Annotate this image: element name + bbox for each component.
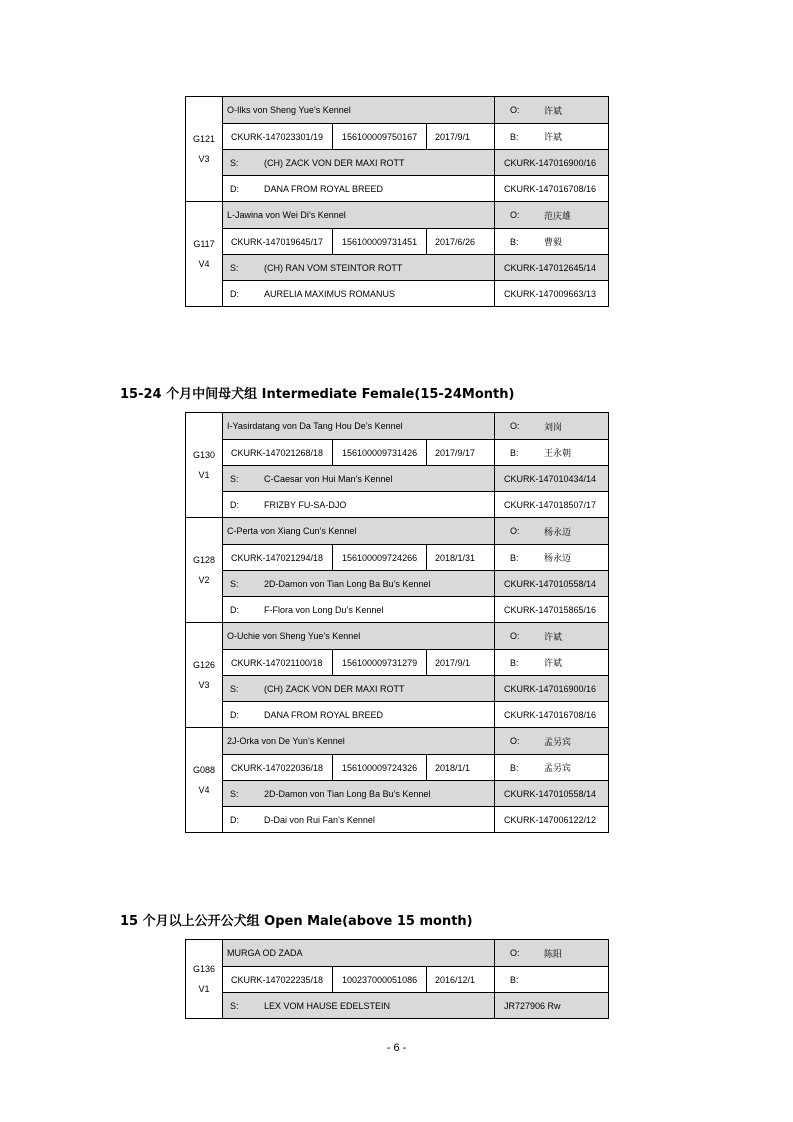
registration-row [223,228,608,254]
registration-number: CKURK-147022036/18 [223,755,333,780]
owner-label: O: [510,210,520,220]
sire-name: C-Caesar von Hui Man’s Kennel [264,473,393,484]
breeder-name: 杨永迈 [544,553,572,563]
breeder-cell [495,967,608,992]
sire-cell [223,150,495,175]
breeder-cell [495,124,608,149]
dam-name: DANA FROM ROYAL BREED [264,183,384,194]
rank: V3 [198,154,210,164]
sire-label: S: [230,473,239,484]
registration-row [223,754,608,780]
dam-registration: CKURK-147006122/12 [504,814,597,825]
dog-entry [186,727,608,832]
breeder-label: B: [510,762,519,773]
catalog-number: G128 [192,555,216,565]
results-table-2 [185,412,609,833]
owner-cell [495,940,608,966]
birth-date: 2018/1/31 [427,545,495,570]
breeder-label: B: [510,236,519,247]
breeder-cell [495,545,608,570]
results-table-3 [185,939,609,1019]
registration-row [223,649,608,675]
sire-label: S: [230,788,239,799]
owner-cell [495,413,608,439]
birth-date: 2016/12/1 [427,967,495,992]
sire-name: (CH) ZACK VON DER MAXI ROTT [264,683,405,694]
dog-entry [186,940,608,1018]
section-heading-intermediate-female: 15-24 个月中间母犬组 Intermediate Female(15-24Month) [120,387,515,402]
sire-cell [223,781,495,806]
sire-name: 2D-Damon von Tian Long Ba Bu’s Kennel [264,788,431,799]
entry-id-cell [186,728,223,832]
dog-entry [186,201,608,306]
dog-name: L-Jawina von Wei Di’s Kennel [223,202,495,228]
name-row [223,728,608,754]
sire-label: S: [230,578,239,589]
dam-name: AURELIA MAXIMUS ROMANUS [264,288,396,299]
dam-cell [223,597,495,622]
microchip-number: 156100009724326 [333,755,427,780]
rank: V2 [198,575,210,585]
dam-label: D: [230,183,239,194]
breeder-name: 许斌 [544,132,563,142]
name-row [223,940,608,966]
owner-cell [495,202,608,228]
breeder-cell [495,229,608,254]
owner-cell [495,518,608,544]
dog-entry [186,97,608,201]
entry-id-cell [186,940,223,1018]
catalog-number: G130 [192,450,216,460]
sire-cell [223,676,495,701]
dam-label: D: [230,288,239,299]
dam-label: D: [230,814,239,825]
dam-name: DANA FROM ROYAL BREED [264,709,384,720]
catalog-number: G126 [192,660,216,670]
dam-cell [223,702,495,727]
birth-date: 2018/1/1 [427,755,495,780]
owner-label: O: [510,631,520,641]
dam-row [223,806,608,832]
dog-name: I-Yasirdatang von Da Tang Hou De’s Kennel [223,413,495,439]
owner-name: 陈阳 [544,948,563,959]
birth-date: 2017/6/26 [427,229,495,254]
name-row [223,202,608,228]
dog-entry [186,622,608,727]
dam-label: D: [230,499,239,510]
microchip-number: 156100009750167 [333,124,427,149]
dam-registration: CKURK-147009663/13 [504,288,597,299]
breeder-name: 孟另宾 [544,763,572,773]
birth-date: 2017/9/1 [427,650,495,675]
entry-id-cell [186,202,223,306]
sire-row [223,149,608,175]
name-row [223,97,608,123]
dog-entry [186,517,608,622]
entry-id-cell [186,97,223,201]
sire-row [223,465,608,491]
breeder-name: 王永朝 [544,448,572,458]
rank: V1 [198,470,210,480]
sire-label: S: [230,157,239,168]
name-row [223,518,608,544]
sire-name: (CH) ZACK VON DER MAXI ROTT [264,157,405,168]
rank: V1 [198,984,210,994]
breeder-cell [495,755,608,780]
registration-row [223,544,608,570]
results-table-1 [185,96,609,307]
registration-number: CKURK-147022235/18 [223,967,333,992]
microchip-number: 156100009731451 [333,229,427,254]
registration-number: CKURK-147021268/18 [223,440,333,465]
registration-number: CKURK-147019645/17 [223,229,333,254]
sire-name: 2D-Damon von Tian Long Ba Bu’s Kennel [264,578,431,589]
name-row [223,413,608,439]
sire-row [223,570,608,596]
dam-name: D-Dai von Rui Fan’s Kennel [264,814,375,825]
catalog-number: G117 [193,239,215,249]
dam-cell [223,807,495,832]
dam-cell [223,176,495,201]
sire-registration: CKURK-147016900/16 [504,157,597,168]
breeder-name: 许斌 [544,658,563,668]
dam-label: D: [230,604,239,615]
microchip-number: 156100009724266 [333,545,427,570]
dam-cell [223,281,495,306]
rank: V4 [198,259,210,269]
owner-cell [495,728,608,754]
sire-registration: CKURK-147010558/14 [504,788,597,799]
birth-date: 2017/9/17 [427,440,495,465]
dog-name: C-Perta von Xiang Cun’s Kennel [223,518,495,544]
sire-row [223,780,608,806]
sire-cell [223,993,495,1018]
section-heading-open-male: 15 个月以上公开公犬组 Open Male(above 15 month) [120,914,473,929]
breeder-label: B: [510,447,519,458]
microchip-number: 100237000051086 [333,967,427,992]
owner-name: 范庆雄 [544,210,572,221]
sire-row [223,992,608,1018]
birth-date: 2017/9/1 [427,124,495,149]
sire-name: LEX VOM HAUSE EDELSTEIN [264,1000,391,1011]
dam-registration: CKURK-147016708/16 [504,709,597,720]
dog-name: O-Ilks von Sheng Yue’s Kennel [223,97,495,123]
sire-cell [223,571,495,596]
breeder-cell [495,440,608,465]
sire-row [223,675,608,701]
rank: V3 [198,680,210,690]
dog-entry [186,413,608,517]
dam-registration: CKURK-147016708/16 [504,183,597,194]
owner-name: 许斌 [544,631,563,642]
dog-name: 2J-Orka von De Yun’s Kennel [223,728,495,754]
registration-number: CKURK-147023301/19 [223,124,333,149]
page-number: - 6 - [386,1042,407,1054]
dam-registration: CKURK-147018507/17 [504,499,597,510]
dog-name: O-Uchie von Sheng Yue’s Kennel [223,623,495,649]
microchip-number: 156100009731426 [333,440,427,465]
owner-cell [495,97,608,123]
owner-name: 许斌 [544,105,563,116]
dam-name: FRIZBY FU-SA-DJO [264,499,347,510]
dog-name: MURGA OD ZADA [223,940,495,966]
name-row [223,623,608,649]
sire-cell [223,255,495,280]
sire-name: (CH) RAN VOM STEINTOR ROTT [264,262,403,273]
registration-row [223,123,608,149]
sire-registration: JR727906 Rw [504,1000,561,1011]
registration-number: CKURK-147021294/18 [223,545,333,570]
sire-registration: CKURK-147010434/14 [504,473,597,484]
owner-cell [495,623,608,649]
registration-row [223,439,608,465]
entry-id-cell [186,518,223,622]
microchip-number: 156100009731279 [333,650,427,675]
owner-label: O: [510,736,520,746]
owner-label: O: [510,421,520,431]
sire-label: S: [230,683,239,694]
registration-row [223,966,608,992]
breeder-label: B: [510,131,519,142]
sire-registration: CKURK-147010558/14 [504,578,597,589]
catalog-number: G088 [192,765,216,775]
sire-registration: CKURK-147012645/14 [504,262,597,273]
owner-name: 杨永迈 [544,526,572,537]
catalog-number: G121 [192,134,216,144]
sire-label: S: [230,262,239,273]
sire-cell [223,466,495,491]
owner-label: O: [510,526,520,536]
breeder-label: B: [510,657,519,668]
catalog-number: G136 [192,964,216,974]
breeder-label: B: [510,974,519,985]
dam-row [223,175,608,201]
registration-number: CKURK-147021100/18 [223,650,333,675]
dam-registration: CKURK-147015865/16 [504,604,597,615]
dam-row [223,491,608,517]
owner-label: O: [510,948,520,958]
sire-label: S: [230,1000,239,1011]
entry-id-cell [186,623,223,727]
dam-cell [223,492,495,517]
dam-row [223,701,608,727]
sire-registration: CKURK-147016900/16 [504,683,597,694]
dam-label: D: [230,709,239,720]
dam-name: F-Flora von Long Du’s Kennel [264,604,384,615]
breeder-label: B: [510,552,519,563]
breeder-cell [495,650,608,675]
sire-row [223,254,608,280]
entry-id-cell [186,413,223,517]
owner-label: O: [510,105,520,115]
rank: V4 [198,785,210,795]
owner-name: 孟另宾 [544,736,572,747]
dam-row [223,280,608,306]
breeder-name: 曹毅 [544,237,563,247]
dam-row [223,596,608,622]
owner-name: 刘岗 [544,421,563,432]
